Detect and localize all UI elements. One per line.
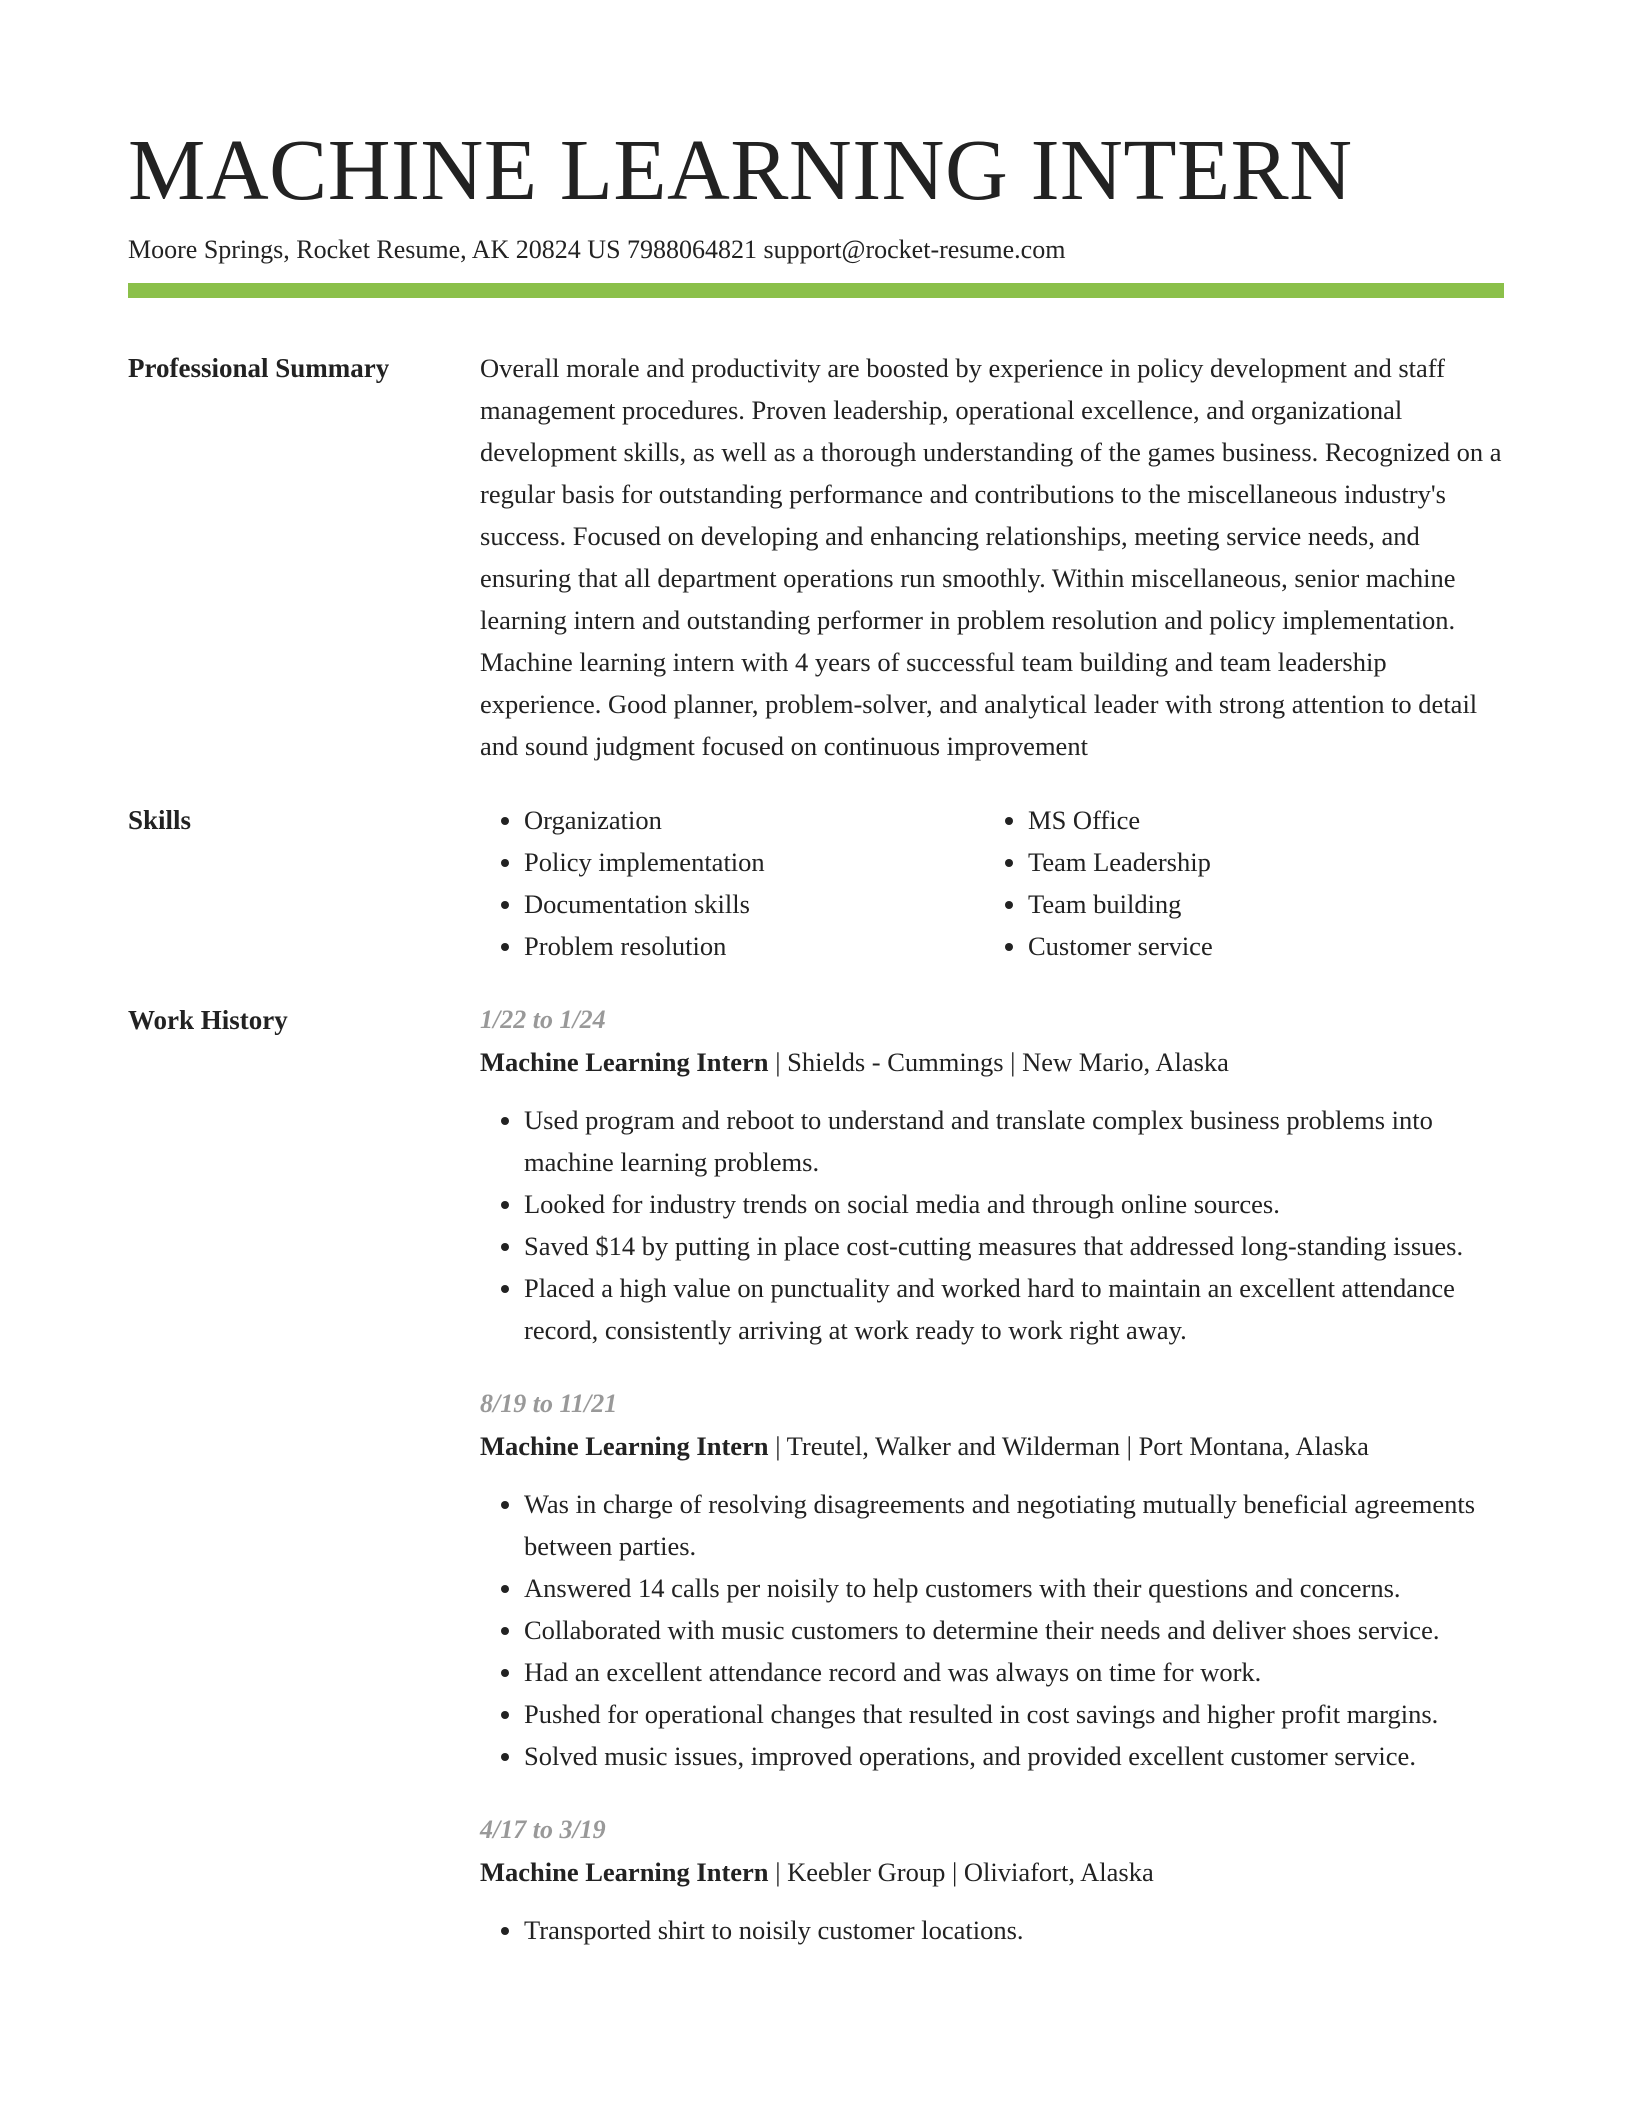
skill-item: • Organization xyxy=(524,799,984,841)
skills-list-right xyxy=(984,799,1488,967)
job-bullet: • Answered 14 calls per noisily to help customers with their questions and concerns. xyxy=(524,1567,1504,1609)
skill-item: • Team Leadership xyxy=(1028,841,1488,883)
summary-body xyxy=(480,347,1504,767)
skill-item: • MS Office xyxy=(1028,799,1488,841)
skill-item: • Documentation skills xyxy=(524,883,984,925)
job-bullets xyxy=(480,1099,1504,1351)
skill-item: • Customer service xyxy=(1028,925,1488,967)
job-bullet: • Placed a high value on punctuality and worked hard to maintain an excellent attendance record, consistently arriving at work ready to work right away. xyxy=(524,1267,1504,1351)
job-title: Machine Learning Intern xyxy=(480,1857,769,1887)
skills-columns xyxy=(480,799,1504,967)
contact-line: Moore Springs, Rocket Resume, AK 20824 US 7988064821 support@rocket-resume.com xyxy=(128,235,1066,264)
job-bullet: • Pushed for operational changes that resulted in cost savings and higher profit margins. xyxy=(524,1693,1504,1735)
work-history-body xyxy=(480,999,1504,1983)
job-entry xyxy=(480,1809,1504,1951)
job-bullet: • Looked for industry trends on social media and through online sources. xyxy=(524,1183,1504,1225)
job-employer-location: | Keebler Group | Oliviafort, Alaska xyxy=(768,1857,1154,1887)
job-entry xyxy=(480,1383,1504,1777)
job-dates: 4/17 to 3/19 xyxy=(480,1815,606,1844)
job-entry xyxy=(480,999,1504,1351)
job-heading xyxy=(480,1425,1504,1467)
job-bullet: • Used program and reboot to understand and translate complex business problems into machine learning problems. xyxy=(524,1099,1504,1183)
accent-divider xyxy=(128,283,1504,298)
job-title: Machine Learning Intern xyxy=(480,1047,769,1077)
job-heading xyxy=(480,1851,1504,1893)
job-bullet: • Saved $14 by putting in place cost-cutting measures that addressed long-standing issues. xyxy=(524,1225,1504,1267)
job-bullet: • Collaborated with music customers to determine their needs and deliver shoes service. xyxy=(524,1609,1504,1651)
skill-item: • Policy implementation xyxy=(524,841,984,883)
skill-item: • Problem resolution xyxy=(524,925,984,967)
job-employer-location: | Treutel, Walker and Wilderman | Port Montana, Alaska xyxy=(768,1431,1369,1461)
job-dates: 8/19 to 11/21 xyxy=(480,1389,618,1418)
job-bullets xyxy=(480,1483,1504,1777)
job-employer-location: | Shields - Cummings | New Mario, Alaska xyxy=(768,1047,1229,1077)
section-label-skills: Skills xyxy=(128,805,192,835)
job-heading xyxy=(480,1041,1504,1083)
section-label-summary: Professional Summary xyxy=(128,353,390,383)
section-label-work: Work History xyxy=(128,1005,288,1035)
summary-text: Overall morale and productivity are boosted by experience in policy development and staff management procedures. Proven leadership, operational excellence, and organizational development skills, as well as a thorough understanding of the games business. Recognized on a regular basis for outstanding performance and contributions to the miscellaneous industry's success. Focused on developing and enhancing relationships, meeting service needs, and ensuring that all department operations run smoothly. Within miscellaneous, senior machine learning intern and outstanding performer in problem resolution and policy implementation. Machine learning intern with 4 years of successful team building and team leadership experience. Good planner, problem-solver, and analytical leader with strong attention to detail and sound judgment focused on continuous improvement xyxy=(480,353,1502,761)
resume-page xyxy=(128,118,1504,1983)
job-bullet: • Was in charge of resolving disagreements and negotiating mutually beneficial agreements between parties. xyxy=(524,1483,1504,1567)
skills-list-left xyxy=(480,799,984,967)
job-bullet: • Solved music issues, improved operations, and provided excellent customer service. xyxy=(524,1735,1504,1777)
skills-section xyxy=(128,799,1504,967)
resume-title: MACHINE LEARNING INTERN xyxy=(128,121,1353,218)
skill-item: • Team building xyxy=(1028,883,1488,925)
job-bullets xyxy=(480,1909,1504,1951)
job-dates: 1/22 to 1/24 xyxy=(480,1005,606,1034)
job-bullet: • Transported shirt to noisily customer locations. xyxy=(524,1909,1504,1951)
work-history-section xyxy=(128,999,1504,1983)
professional-summary-section xyxy=(128,347,1504,767)
job-title: Machine Learning Intern xyxy=(480,1431,769,1461)
job-bullet: • Had an excellent attendance record and was always on time for work. xyxy=(524,1651,1504,1693)
